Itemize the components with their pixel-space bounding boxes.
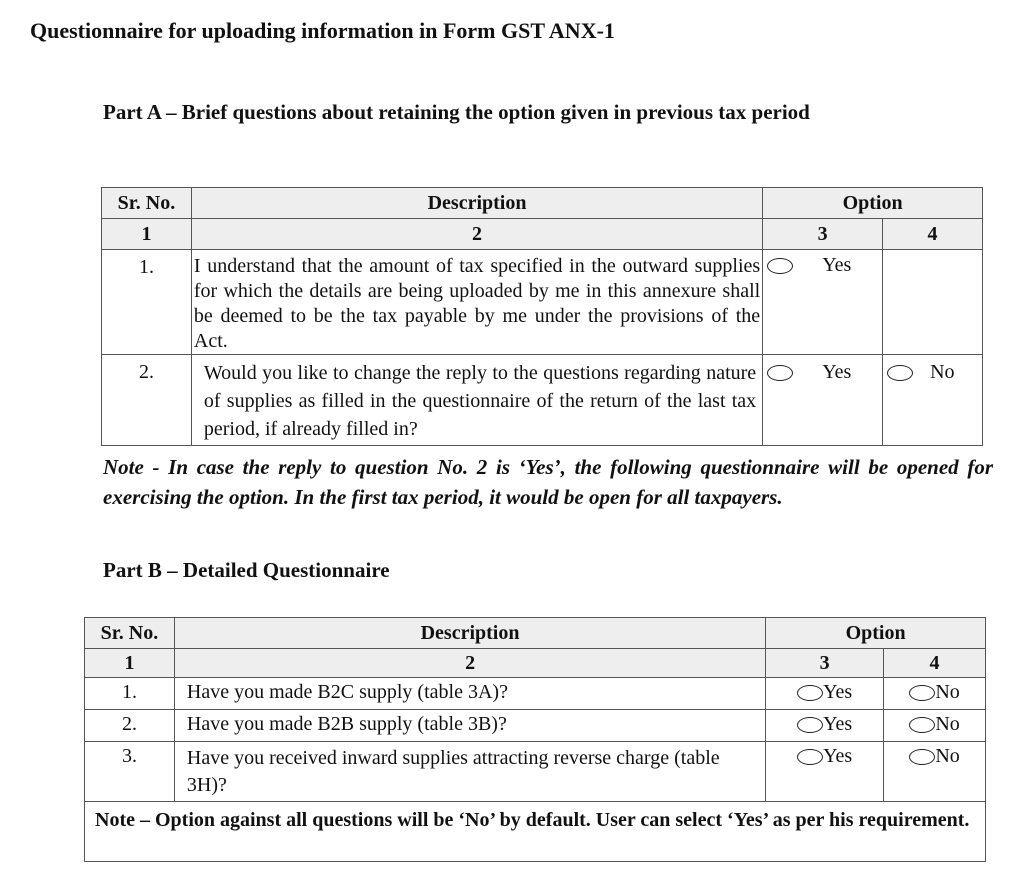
option-no-cell: [883, 355, 983, 446]
header-description: Description: [174, 618, 765, 649]
col-number: 4: [883, 219, 983, 250]
header-option: Option: [763, 188, 983, 219]
option-no-cell: [884, 742, 986, 802]
row-sr-no: 1.: [85, 678, 175, 710]
header-sr-no: Sr. No.: [102, 188, 192, 219]
yes-label: Yes: [823, 745, 853, 767]
no-radio-icon[interactable]: [909, 717, 935, 733]
part-b-heading: Part B – Detailed Questionnaire: [103, 558, 390, 582]
option-no-cell: [884, 710, 986, 742]
table-row: [102, 250, 983, 355]
col-number: 3: [766, 649, 884, 678]
option-no-cell: [884, 678, 986, 710]
table-row: [85, 710, 986, 742]
part-a-table: [101, 187, 983, 446]
yes-radio-icon[interactable]: [797, 685, 823, 701]
row-description: Would you like to change the reply to the questions regarding nature of supplies as filled in the questionnaire of the return of the last tax period, if already filled in?: [191, 355, 762, 446]
row-description: Have you received inward supplies attracting reverse charge (table 3H)?: [174, 742, 765, 802]
header-description: Description: [191, 188, 762, 219]
option-no-cell: [883, 250, 983, 355]
row-sr-no: 2.: [102, 355, 192, 446]
yes-label: Yes: [822, 254, 852, 276]
option-yes-cell: [766, 742, 884, 802]
yes-radio-icon[interactable]: [767, 365, 793, 381]
col-number: 3: [763, 219, 883, 250]
col-number: 4: [884, 649, 986, 678]
option-yes-cell: [766, 678, 884, 710]
yes-radio-icon[interactable]: [767, 258, 793, 274]
no-label: No: [935, 681, 960, 703]
col-number: 1: [85, 649, 175, 678]
yes-label: Yes: [823, 713, 853, 735]
page-title: Questionnaire for uploading information in Form GST ANX-1: [30, 18, 615, 43]
no-radio-icon[interactable]: [887, 365, 913, 381]
header-option: Option: [766, 618, 986, 649]
col-number: 2: [191, 219, 762, 250]
header-sr-no: Sr. No.: [85, 618, 175, 649]
row-description: Have you made B2C supply (table 3A)?: [174, 678, 765, 710]
table-row: [85, 742, 986, 802]
no-label: No: [935, 713, 960, 735]
yes-label: Yes: [822, 361, 852, 383]
no-label: No: [935, 745, 960, 767]
row-sr-no: 2.: [85, 710, 175, 742]
part-b-note: Note – Option against all questions will be ‘No’ by default. User can select ‘Yes’ as per his requirement.: [85, 802, 986, 862]
option-yes-cell: [766, 710, 884, 742]
no-label: No: [930, 361, 955, 383]
option-yes-cell: [763, 250, 883, 355]
col-number: 1: [102, 219, 192, 250]
table-row: [85, 678, 986, 710]
row-sr-no: 1.: [102, 250, 192, 355]
yes-radio-icon[interactable]: [797, 749, 823, 765]
part-a-note: Note - In case the reply to question No. 2 is ‘Yes’, the following questionnaire will be opened for exercising the option. In the first tax period, it would be open for all taxpayers.: [103, 455, 993, 509]
row-description: Have you made B2B supply (table 3B)?: [174, 710, 765, 742]
row-sr-no: 3.: [85, 742, 175, 802]
row-description: I understand that the amount of tax specified in the outward supplies for which the details are being uploaded by me in this annexure shall be deemed to be the tax payable by me under the provisions of the Act.: [191, 250, 762, 355]
option-yes-cell: [763, 355, 883, 446]
yes-label: Yes: [823, 681, 853, 703]
yes-radio-icon[interactable]: [797, 717, 823, 733]
col-number: 2: [174, 649, 765, 678]
part-b-table: [84, 617, 986, 862]
table-row: [102, 355, 983, 446]
no-radio-icon[interactable]: [909, 749, 935, 765]
no-radio-icon[interactable]: [909, 685, 935, 701]
part-a-heading: Part A – Brief questions about retaining the option given in previous tax period: [103, 100, 810, 124]
